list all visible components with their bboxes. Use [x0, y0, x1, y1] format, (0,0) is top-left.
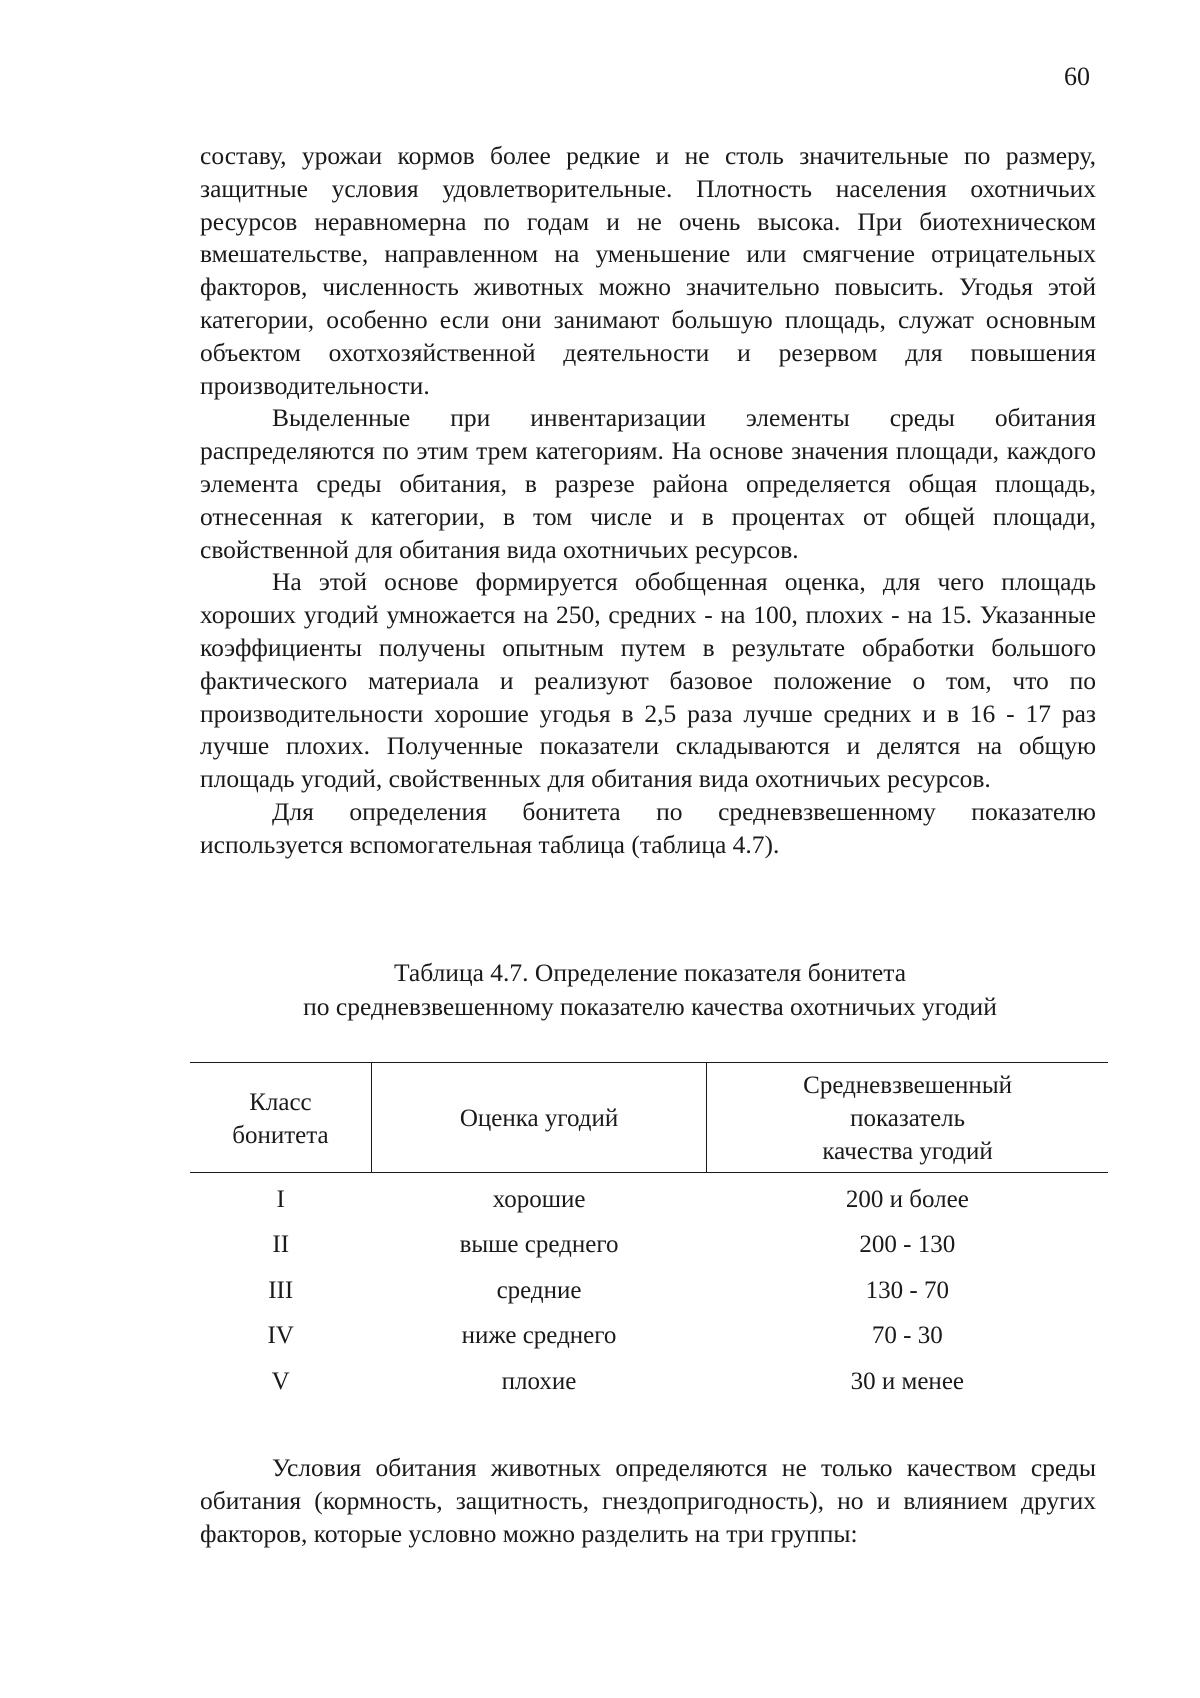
- body-text-top: [200, 140, 1096, 862]
- table-header-row: [190, 1063, 1108, 1173]
- table-row: [190, 1223, 1108, 1269]
- header-index-line: Средневзвешенный: [803, 1072, 1012, 1099]
- paragraph-continuation: составу, урожаи кормов более редкие и не столь значительные по размеру, защитные условия удовлетворительные. Плотность населения охотничьих ресурсов неравномерна по годам и не очень высока. При биотехническом вмешательстве, направленном на уменьшение или смягчение отрицательных факторов, численность животных можно значительно повысить. Угодья этой категории, особенно если они занимают большую площадь, служат основным объектом охотхозяйственной деятельности и резервом для повышения производительности.: [200, 141, 1096, 400]
- header-index: [707, 1063, 1108, 1173]
- cell-class: V: [271, 1367, 290, 1395]
- cell-index: 130 - 70: [865, 1276, 949, 1304]
- cell-class: II: [272, 1231, 290, 1259]
- cell-rating: средние: [496, 1276, 582, 1304]
- paragraph: На этой основе формируется обобщенная оценка, для чего площадь хороших угодий умножается на 250, средних - на 100, плохих - на 15. Указанные коэффициенты получены опытным путем в результате обработки большого фактического материала и реализуют базовое положение о том, что по производительности хорошие угодья в 2,5 раза лучше средних и в 16 - 17 раз лучше плохих. Полученные показатели складываются и делятся на общую площадь угодий, свойственных для обитания вида охотничьих ресурсов.: [200, 567, 1096, 794]
- cell-rating: ниже среднего: [461, 1322, 617, 1350]
- cell-index: 200 и более: [845, 1185, 969, 1213]
- cell-index: 30 и менее: [850, 1367, 965, 1395]
- table-caption-subtitle: по средневзвешенному показателю качества охотничьих угодий: [303, 992, 997, 1021]
- table-row: [190, 1173, 1108, 1223]
- cell-class: IV: [267, 1322, 294, 1350]
- paragraph: Условия обитания животных определяются не только качеством среды обитания (кормность, защитность, гнездопригодность), но и влиянием других факторов, которые условно можно разделить на три группы:: [200, 1453, 1096, 1548]
- table-row: [190, 1268, 1108, 1314]
- header-rating: [371, 1063, 706, 1173]
- table-row: [190, 1359, 1108, 1405]
- paragraph: Для определения бонитета по средневзвешенному показателю используется вспомогательная таблица (таблица 4.7).: [200, 796, 1096, 859]
- cell-index: 70 - 30: [871, 1322, 943, 1350]
- cell-rating: хорошие: [492, 1185, 586, 1213]
- cell-class: III: [268, 1276, 294, 1304]
- header-index-line: показатель: [850, 1105, 966, 1132]
- table-caption: [150, 956, 1150, 1024]
- page-number: 60: [1064, 62, 1090, 91]
- table-caption-title: Таблица 4.7. Определение показателя бонитета: [393, 958, 907, 987]
- cell-index: 200 - 130: [859, 1231, 956, 1259]
- header-class-line: бонитета: [232, 1121, 329, 1149]
- body-text-bottom: [200, 1452, 1096, 1550]
- header-class-line: Класс: [249, 1088, 312, 1116]
- cell-rating: выше среднего: [459, 1231, 619, 1259]
- bonitet-table: [190, 1062, 1108, 1405]
- table-row: [190, 1314, 1108, 1360]
- header-class: [190, 1063, 371, 1173]
- paragraph: Выделенные при инвентаризации элементы среды обитания распределяются по этим трем категориям. На основе значения площади, каждого элемента среды обитания, в разрезе района определяется общая площадь, отнесенная к категории, в том числе и в процентах от общей площади, свойственной для обитания вида охотничьих ресурсов.: [200, 403, 1096, 564]
- header-index-line: качества угодий: [822, 1138, 993, 1165]
- cell-rating: плохие: [501, 1367, 577, 1395]
- cell-class: I: [276, 1185, 285, 1213]
- header-rating-line: Оценка угодий: [459, 1105, 619, 1132]
